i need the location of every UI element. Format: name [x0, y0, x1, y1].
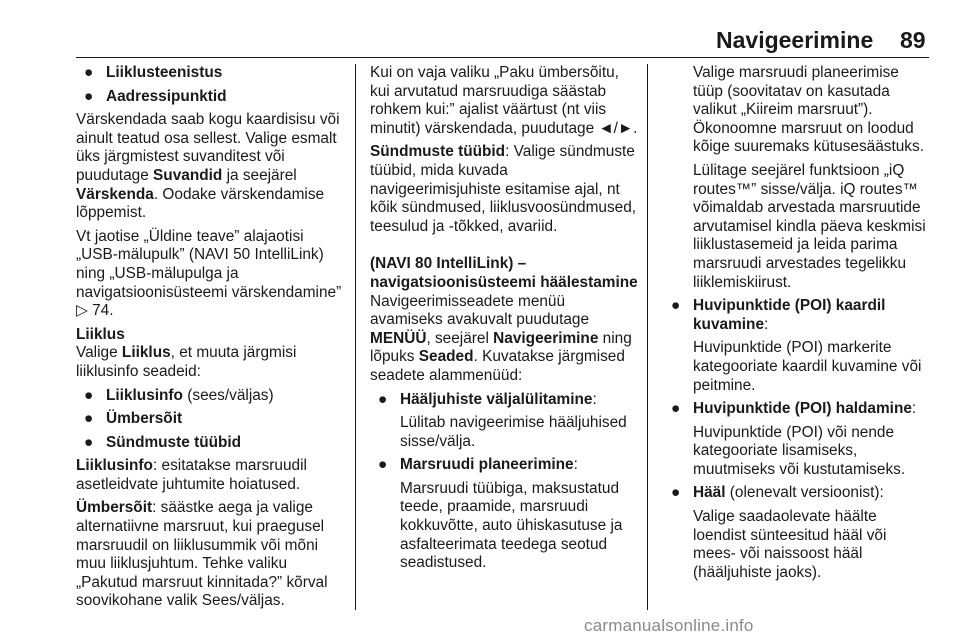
list-item: ● Liiklusinfo (sees/väljas) — [84, 386, 274, 404]
paragraph: Vt jaotise „Üldine teave” alajaotisi „USB-mälupulk” (NAVI 50 IntelliLink) ning „USB-mälupulga ja navigatsioonisüsteemi värskendamine” ▷ 74. — [76, 227, 342, 320]
list-item-description: Huvipunktide (POI) markerite kategooriate kaardil kuvamine või peitmine. — [693, 339, 922, 394]
bullet-icon: ● — [84, 64, 94, 81]
section-heading: Liiklus — [76, 325, 125, 343]
list-item-description: Lülitab navigeerimise hääljuhised sisse/välja. — [400, 414, 627, 450]
paragraph: Ümbersõit: säästke aega ja valige alternatiivne marsruut, kui praegusel marsruudil on liiklusummik või mõni muu liiklusjuhtum. Tehke valiku „Pakutud marsruut kinnitada?” kõrval soovikohane valik Sees/väljas. — [76, 499, 328, 610]
bullet-icon: ● — [84, 433, 94, 451]
column-divider — [647, 64, 648, 610]
bullet-icon: ● — [378, 456, 388, 474]
list-item: ● Marsruudi planeerimine: — [378, 456, 578, 474]
bullet-icon: ● — [84, 386, 94, 404]
section-heading: (NAVI 80 IntelliLink) – navigatsioonisüsteemi häälestamine — [370, 255, 638, 291]
list-item: ● Liiklusteenistus — [84, 64, 223, 81]
paragraph: Lülitage seejärel funktsioon „iQ routes™” sisse/välja. iQ routes™ võimaldab arvestada marsruutide arvutamisel kindla päeva keskmisi liiklustasemeid ja leida parima marsruudi arvestades tegelikku liiklemiskiirust. — [693, 161, 926, 291]
page-reference-icon: ▷ — [76, 302, 88, 320]
bullet-icon: ● — [84, 87, 94, 105]
column-2 — [370, 64, 638, 578]
list-item: ● Huvipunktide (POI) haldamine: — [671, 400, 917, 418]
bullet-icon: ● — [671, 297, 681, 315]
bullet-icon: ● — [671, 400, 681, 418]
bullet-icon: ● — [378, 390, 388, 408]
paragraph: Navigeerimisseadete menüü avamiseks avakuvalt puudutage MENÜÜ, seejärel Navigeerimine ning lõpuks Seaded. Kuvatakse järgmised seadete alammenüüd: — [370, 292, 632, 384]
paragraph: Valige Liiklus, et muuta järgmisi liiklusinfo seadeid: — [76, 344, 297, 380]
list-item: ● Hääl (olenevalt versioonist): — [671, 484, 884, 502]
header-rule — [76, 57, 929, 58]
bullet-icon: ● — [84, 410, 94, 428]
column-divider — [355, 64, 356, 610]
paragraph: Valige marsruudi planeerimise tüüp (soovitatav on kasutada valikut „Kiireim marsruut”). Ökonoomne marsruut on loodud kõige suuremaks kütusesäästuks. — [693, 64, 924, 156]
paragraph: Sündmuste tüübid: Valige sündmuste tüübid, mida kuvada navigeerimisjuhiste esitamise ajal, nt kõik sündmused, liiklusvoosündmused, teesulud ja -tõkked, avariid. — [370, 143, 637, 235]
list-item: ● Aadressipunktid — [84, 87, 227, 105]
list-item-description: Huvipunktide (POI) või nende kategooriate lisamiseks, muutmiseks või kustutamiseks. — [693, 423, 906, 478]
page-title: Navigeerimine — [716, 27, 874, 53]
page-number: 89 — [900, 27, 926, 53]
list-item: ● Ümbersõit — [84, 410, 183, 428]
list-item: ● Huvipunktide (POI) kaardil kuvamine: — [671, 297, 886, 333]
watermark: carmanualsonline.info — [584, 616, 754, 635]
list-item-description: Marsruudi tüübiga, maksustatud teede, praamide, marsruudi kokkuvõtte, auto ühiskasutuse ja asfalteerimata teedega seotud seadistused. — [400, 479, 623, 572]
paragraph: Liiklusinfo: esitatakse marsruudil asetleidvate juhtumite hoiatused. — [76, 457, 307, 493]
list-item: ● Sündmuste tüübid — [84, 433, 242, 451]
column-1 — [76, 64, 344, 616]
bullet-icon: ● — [671, 484, 681, 502]
column-3 — [663, 64, 931, 587]
paragraph: Kui on vaja valiku „Paku ümbersõitu, kui arvutatud marsruudiga säästab rohkem kui:” ajalist väärtust (nt viis minutit) värskendada, puudutage ◄/►. — [370, 64, 638, 137]
paragraph: Värskendada saab kogu kaardisisu või ainult teatud osa sellest. Valige esmalt üks järgmistest suvanditest või puudutage Suvandid ja seejärel Värskenda. Oodake värskendamise lõppemist. — [76, 111, 340, 222]
list-item: ● Hääljuhiste väljalülitamine: — [378, 390, 597, 408]
list-item-description: Valige saadaolevate häälte loendist sünteesitud hääl või mees- või naissoost hääl (hääljuhiste jaoks). — [693, 508, 887, 581]
